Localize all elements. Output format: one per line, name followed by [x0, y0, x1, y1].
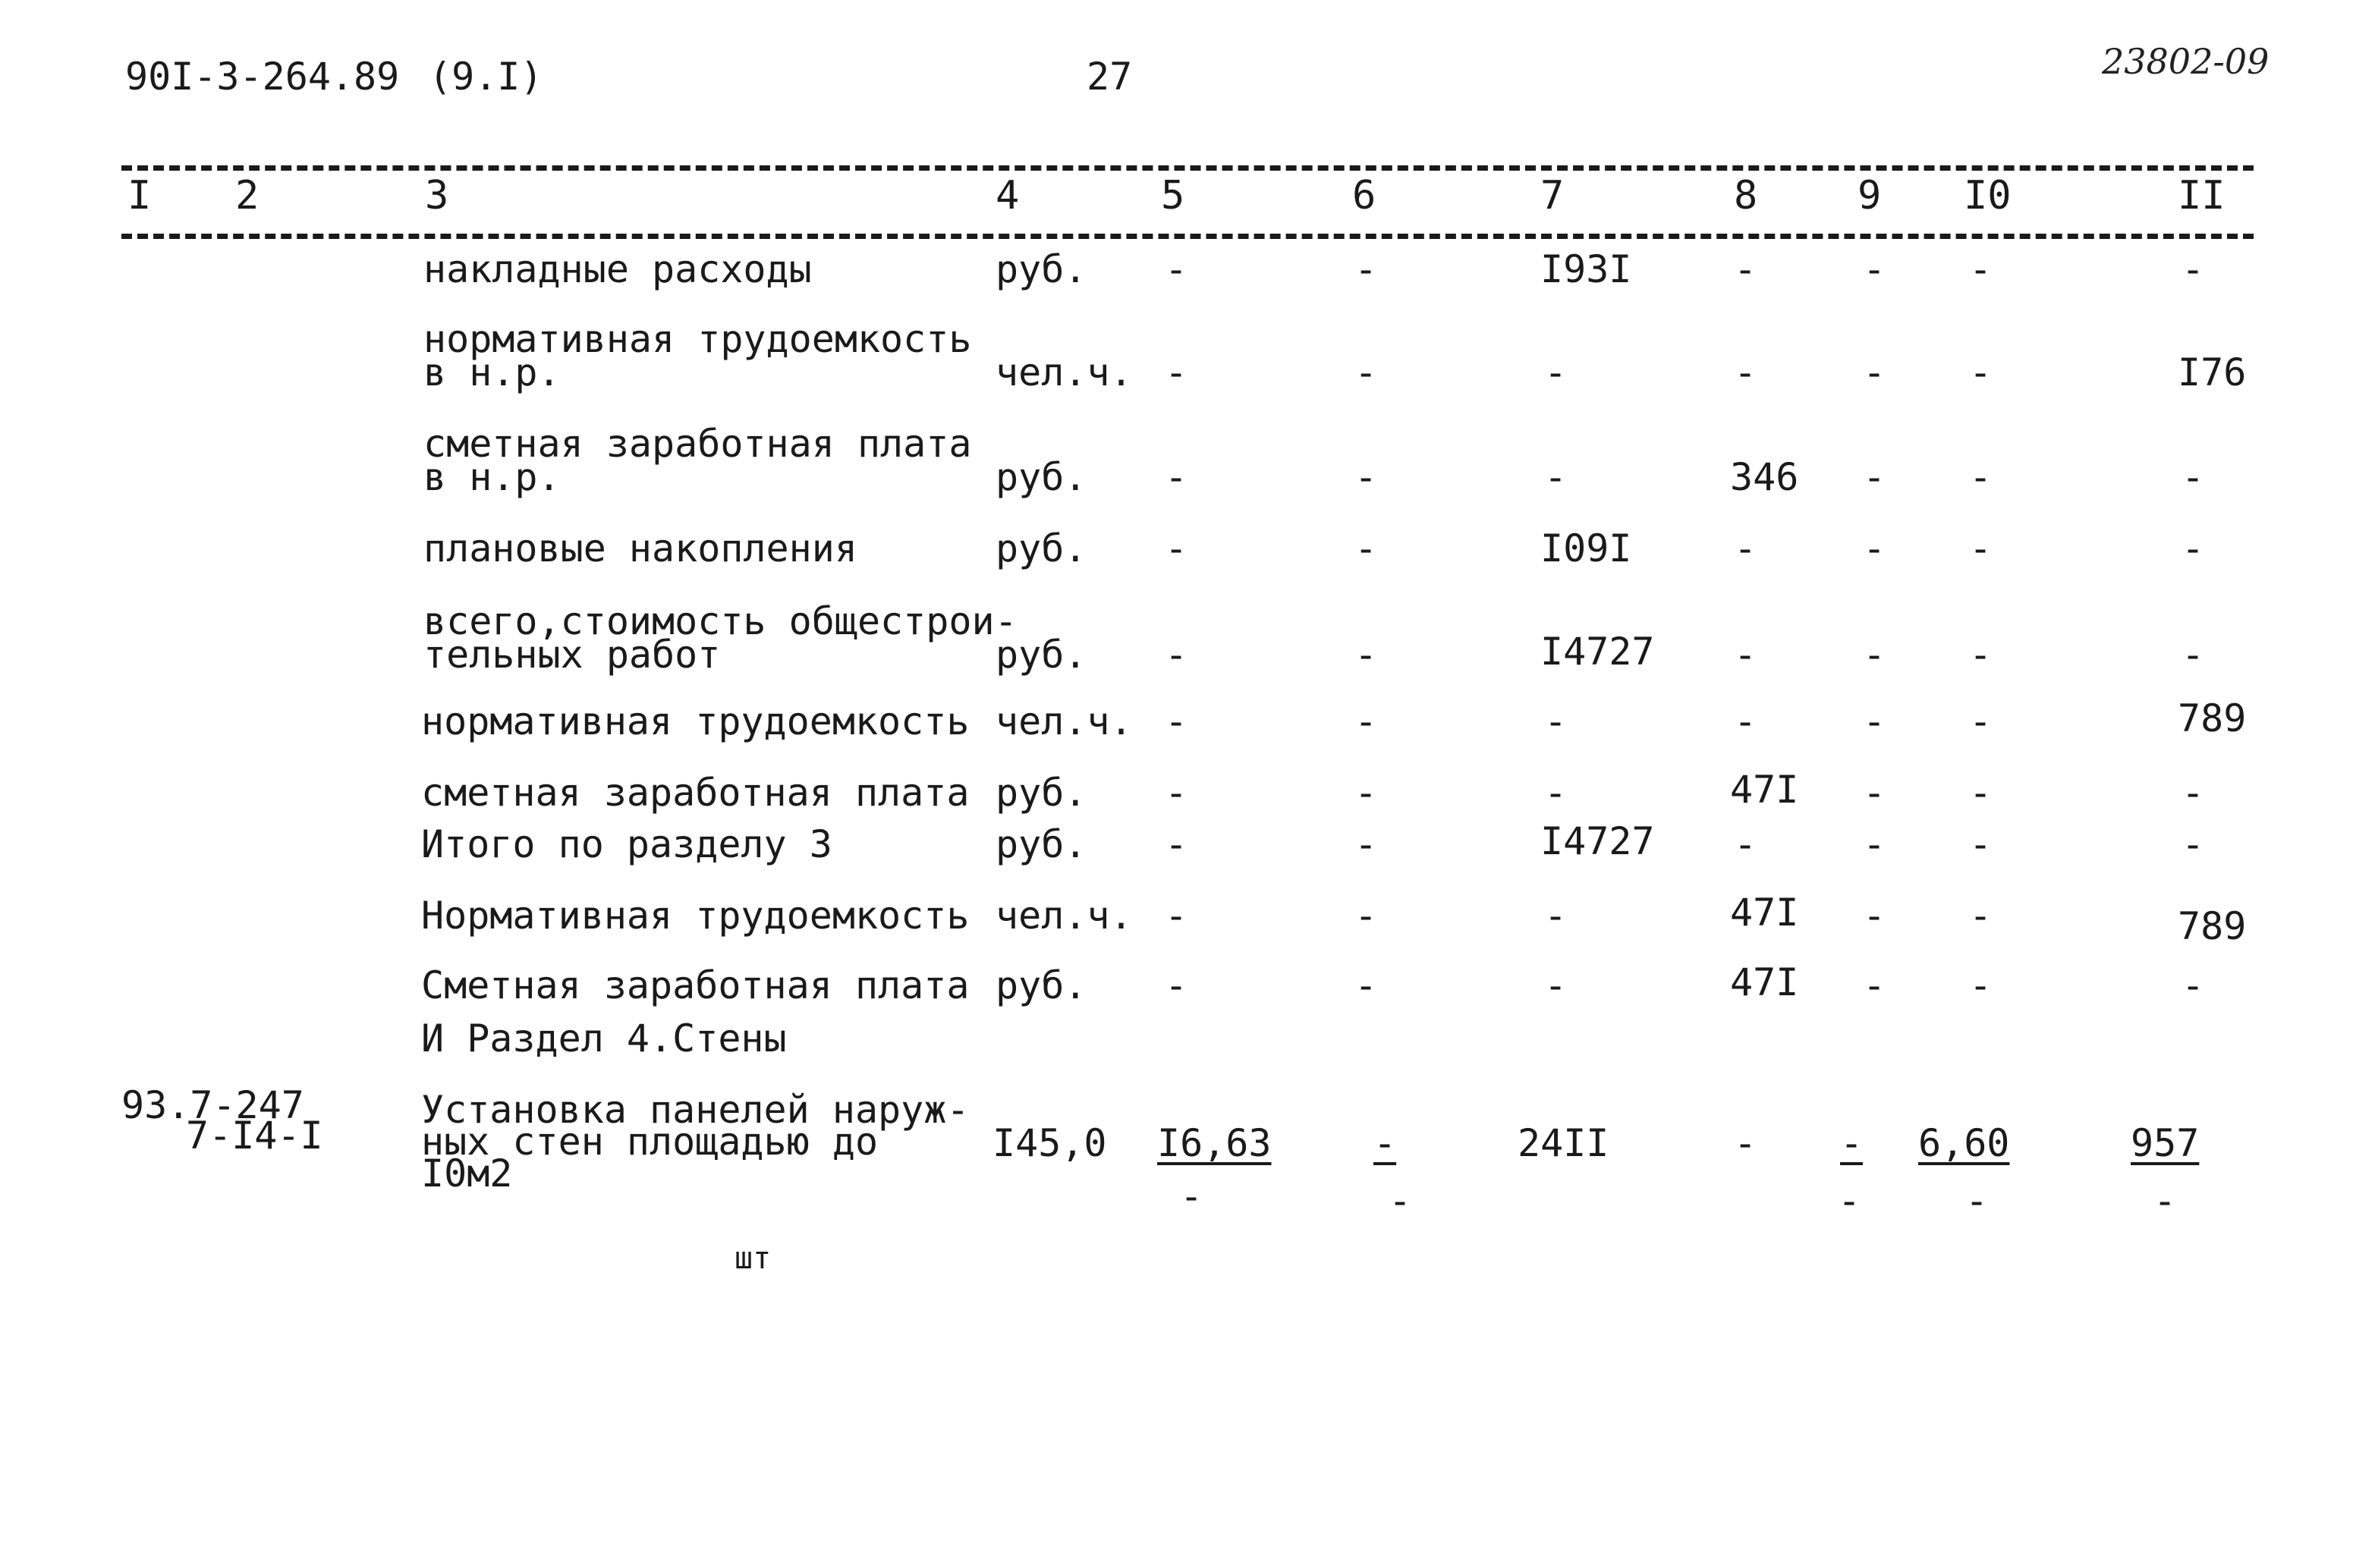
row-name-line1: сметная заработная плата	[423, 422, 972, 466]
row-name: Сметная заработная плата	[421, 963, 970, 1007]
item-unit-label: шт	[735, 1241, 772, 1276]
cell-col8: -	[1734, 247, 1757, 291]
cell-col7: I4727	[1540, 819, 1655, 863]
cell-col8: 346	[1730, 455, 1799, 499]
cell-col10: -	[1969, 963, 1993, 1007]
item-col10-denominator: -	[1965, 1179, 1989, 1223]
row-name: плановые накопления	[423, 526, 857, 570]
column-number-7: 7	[1540, 173, 1565, 218]
cell-col10: -	[1969, 633, 1993, 677]
cell-col10: -	[1969, 822, 1993, 866]
cell-col11: -	[2182, 963, 2205, 1007]
row-unit: руб.	[996, 822, 1087, 866]
cell-col7: -	[1544, 771, 1568, 815]
row-unit: чел.ч.	[996, 894, 1133, 938]
row-name: нормативная трудоемкость	[421, 699, 970, 743]
row-name: Итого по разделу 3	[421, 822, 832, 866]
cell-col5: -	[1165, 455, 1188, 499]
cell-col8: 47I	[1730, 768, 1799, 812]
cell-col6: -	[1354, 894, 1378, 938]
cell-col5: -	[1165, 247, 1188, 291]
row-unit: руб.	[996, 771, 1087, 815]
row-name: накладные расходы	[423, 247, 812, 291]
item-col6-denominator: -	[1389, 1179, 1412, 1223]
cell-col8: -	[1734, 633, 1757, 677]
row-unit: руб.	[996, 633, 1087, 677]
cell-col9: -	[1863, 894, 1886, 938]
row-name-line2: в н.р.	[423, 350, 561, 394]
column-number-11: II	[2178, 173, 2226, 218]
cell-col5: -	[1165, 350, 1188, 394]
cell-col7: I93I	[1540, 247, 1632, 291]
cell-col8: -	[1734, 699, 1757, 743]
cell-col8: 47I	[1730, 960, 1799, 1004]
item-col9: -	[1840, 1121, 1864, 1165]
cell-col9: -	[1863, 699, 1886, 743]
item-col10: 6,60	[1918, 1121, 2010, 1165]
item-col11-denominator: -	[2153, 1179, 2177, 1223]
cell-col10: -	[1969, 247, 1993, 291]
cell-col11: 789	[2178, 904, 2247, 948]
item-col8: -	[1734, 1121, 1757, 1165]
row-unit: руб.	[996, 963, 1087, 1007]
cell-col6: -	[1354, 822, 1378, 866]
cell-col10: -	[1969, 894, 1993, 938]
cell-col5: -	[1165, 963, 1188, 1007]
section-title: И Раздел 4.Стены	[421, 1017, 787, 1061]
page-number: 27	[1087, 55, 1133, 99]
cell-col5: -	[1165, 822, 1188, 866]
cell-col6: -	[1354, 455, 1378, 499]
cell-col9: -	[1863, 350, 1886, 394]
cell-col11: -	[2182, 822, 2205, 866]
cell-col10: -	[1969, 526, 1993, 570]
cell-col11: -	[2182, 247, 2205, 291]
cell-col8: -	[1734, 822, 1757, 866]
row-unit: руб.	[996, 526, 1087, 570]
cell-col7: -	[1544, 699, 1568, 743]
cell-col11: 789	[2178, 696, 2247, 740]
row-name-line1: всего,стоимость общестрои-	[423, 599, 1018, 643]
row-name: сметная заработная плата	[421, 771, 970, 815]
column-number-10: I0	[1964, 173, 2012, 218]
column-number-5: 5	[1161, 173, 1185, 218]
cell-col9: -	[1863, 526, 1886, 570]
item-quantity: I45,0	[992, 1121, 1107, 1165]
row-unit: руб.	[996, 455, 1087, 499]
section-number: (9.I)	[429, 55, 543, 99]
cell-col5: -	[1165, 771, 1188, 815]
cell-col6: -	[1354, 963, 1378, 1007]
item-col5-denominator: -	[1180, 1174, 1203, 1218]
cell-col5: -	[1165, 526, 1188, 570]
table-header-rule	[121, 234, 2254, 239]
row-name-line2: в н.р.	[423, 455, 561, 499]
cell-col11: I76	[2178, 350, 2247, 394]
cell-col8: -	[1734, 526, 1757, 570]
cell-col9: -	[1863, 963, 1886, 1007]
item-code-line2: 7-I4-I	[186, 1114, 323, 1158]
cell-col9: -	[1863, 771, 1886, 815]
cell-col7: -	[1544, 455, 1568, 499]
cell-col6: -	[1354, 247, 1378, 291]
cell-col5: -	[1165, 633, 1188, 677]
cell-col9: -	[1863, 822, 1886, 866]
cell-col10: -	[1969, 455, 1993, 499]
item-col7: 24II	[1518, 1121, 1609, 1165]
item-col6: -	[1373, 1121, 1397, 1165]
cell-col7: -	[1544, 963, 1568, 1007]
row-unit: руб.	[996, 247, 1087, 291]
row-unit: чел.ч.	[996, 699, 1133, 743]
cell-col10: -	[1969, 771, 1993, 815]
item-col5: I6,63	[1157, 1121, 1272, 1165]
item-name-line2: ных стен площадью до	[421, 1120, 879, 1164]
cell-col6: -	[1354, 633, 1378, 677]
cell-col6: -	[1354, 771, 1378, 815]
item-code-line1: 93.7-247	[121, 1083, 304, 1127]
column-number-4: 4	[996, 173, 1020, 218]
item-name-line3: I0м2	[421, 1152, 513, 1196]
cell-col7: -	[1544, 350, 1568, 394]
column-number-2: 2	[235, 173, 260, 218]
row-name-line2: тельных работ	[423, 633, 721, 677]
row-name: Нормативная трудоемкость	[421, 894, 970, 938]
cell-col5: -	[1165, 699, 1188, 743]
column-number-6: 6	[1352, 173, 1376, 218]
item-col11: 957	[2131, 1121, 2200, 1165]
cell-col8: -	[1734, 350, 1757, 394]
cell-col5: -	[1165, 894, 1188, 938]
column-number-8: 8	[1734, 173, 1758, 218]
cell-col7: I4727	[1540, 630, 1655, 674]
row-name-line1: нормативная трудоемкость	[423, 317, 972, 361]
cell-col11: -	[2182, 455, 2205, 499]
row-unit: чел.ч.	[996, 350, 1133, 394]
cell-col8: 47I	[1730, 891, 1799, 935]
item-col9-denominator: -	[1838, 1179, 1861, 1223]
cell-col7: -	[1544, 894, 1568, 938]
inventory-stamp: 23802-09	[2102, 41, 2270, 82]
cell-col6: -	[1354, 699, 1378, 743]
cell-col6: -	[1354, 526, 1378, 570]
item-name-line1: Установка панелей наруж-	[421, 1088, 970, 1132]
cell-col9: -	[1863, 247, 1886, 291]
table-top-rule	[121, 165, 2254, 171]
cell-col6: -	[1354, 350, 1378, 394]
cell-col11: -	[2182, 526, 2205, 570]
cell-col11: -	[2182, 771, 2205, 815]
cell-col11: -	[2182, 633, 2205, 677]
column-number-9: 9	[1858, 173, 1882, 218]
cell-col9: -	[1863, 633, 1886, 677]
cell-col7: I09I	[1540, 526, 1632, 570]
cell-col9: -	[1863, 455, 1886, 499]
column-number-3: 3	[425, 173, 449, 218]
document-code: 90I-3-264.89	[125, 55, 400, 99]
column-number-1: I	[127, 173, 152, 218]
cell-col10: -	[1969, 699, 1993, 743]
cell-col10: -	[1969, 350, 1993, 394]
